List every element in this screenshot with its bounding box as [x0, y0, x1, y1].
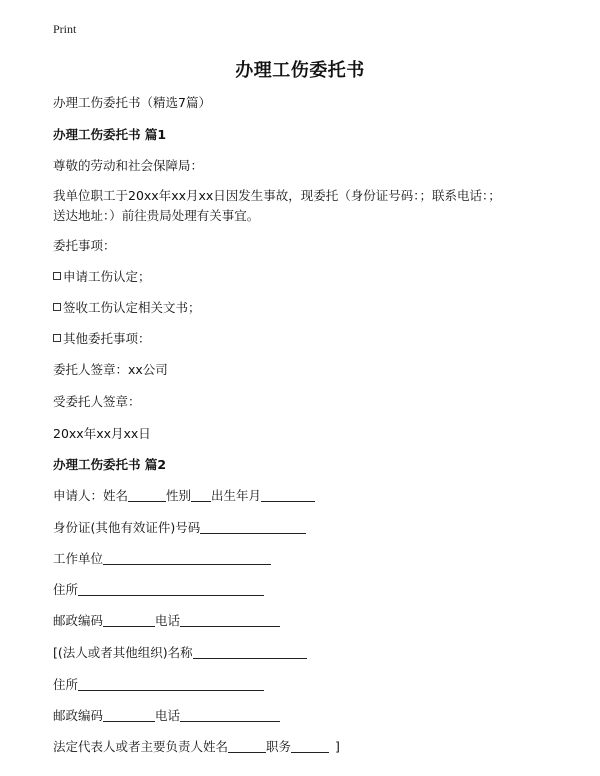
postcode-row	[53, 613, 280, 629]
sign-date: 20xx年xx月xx日	[53, 426, 151, 441]
document-title: 办理工伤委托书	[235, 60, 365, 81]
birth-label: 出生年月	[211, 488, 262, 503]
address-blank	[78, 583, 264, 596]
section1-heading: 办理工伤委托书 篇1	[53, 127, 167, 142]
birth-blank	[261, 489, 315, 502]
address-label: 住所	[53, 582, 79, 597]
postcode2-row	[53, 708, 280, 724]
id-row	[53, 520, 306, 536]
body-paragraph	[53, 186, 545, 226]
id-blank	[200, 521, 306, 534]
matter-item-2	[53, 300, 201, 316]
salutation: 尊敬的劳动和社会保障局：	[53, 158, 204, 173]
checkbox-icon	[53, 303, 61, 311]
representative-blank	[228, 740, 266, 753]
matter-item-1	[53, 269, 151, 285]
body-line-2: 送达地址：）前往贵局处理有关事宜。	[53, 208, 260, 223]
print-link[interactable]: Print	[53, 22, 77, 36]
agent-signature: 受委托人签章：	[53, 394, 141, 409]
matter-item-3-label: 其他委托事项：	[63, 331, 151, 346]
checkbox-icon	[53, 334, 61, 342]
name-blank	[128, 489, 166, 502]
postcode-blank	[103, 614, 155, 627]
checkbox-icon	[53, 272, 61, 280]
close-bracket: ]	[335, 739, 340, 754]
position-blank	[291, 740, 329, 753]
matters-label: 委托事项：	[53, 238, 116, 253]
applicant-row	[53, 488, 315, 504]
representative-row	[53, 739, 340, 755]
address2-blank	[78, 678, 264, 691]
phone2-label: 电话	[155, 708, 181, 723]
postcode2-label: 邮政编码	[53, 708, 104, 723]
work-unit-blank	[103, 552, 271, 565]
phone-blank	[180, 614, 280, 627]
phone-label: 电话	[155, 613, 181, 628]
postcode2-blank	[103, 709, 155, 722]
address2-row	[53, 677, 264, 693]
org-name-blank	[193, 646, 307, 659]
matter-item-2-label: 签收工伤认定相关文书；	[63, 300, 201, 315]
address-row	[53, 582, 264, 598]
org-name-label: [(法人或者其他组织)名称	[53, 645, 193, 660]
representative-label: 法定代表人或者主要负责人姓名	[53, 739, 229, 754]
position-label: 职务	[266, 739, 292, 754]
address2-label: 住所	[53, 677, 79, 692]
body-line-1: 我单位职工于20xx年xx月xx日因发生事故，现委托（身份证号码：；联系电话：；	[53, 188, 501, 203]
org-name-row	[53, 645, 307, 661]
matter-item-3	[53, 331, 151, 347]
gender-blank	[191, 489, 211, 502]
principal-signature: 委托人签章：xx公司	[53, 362, 168, 377]
work-unit-row	[53, 551, 271, 567]
phone2-blank	[180, 709, 280, 722]
postcode-label: 邮政编码	[53, 613, 104, 628]
applicant-name-label: 申请人：姓名	[53, 488, 129, 503]
work-unit-label: 工作单位	[53, 551, 104, 566]
matter-item-1-label: 申请工伤认定；	[63, 269, 151, 284]
id-label: 身份证(其他有效证件)号码	[53, 520, 201, 535]
document-subtitle: 办理工伤委托书（精选7篇）	[53, 95, 211, 110]
section2-heading: 办理工伤委托书 篇2	[53, 457, 167, 472]
gender-label: 性别	[166, 488, 192, 503]
